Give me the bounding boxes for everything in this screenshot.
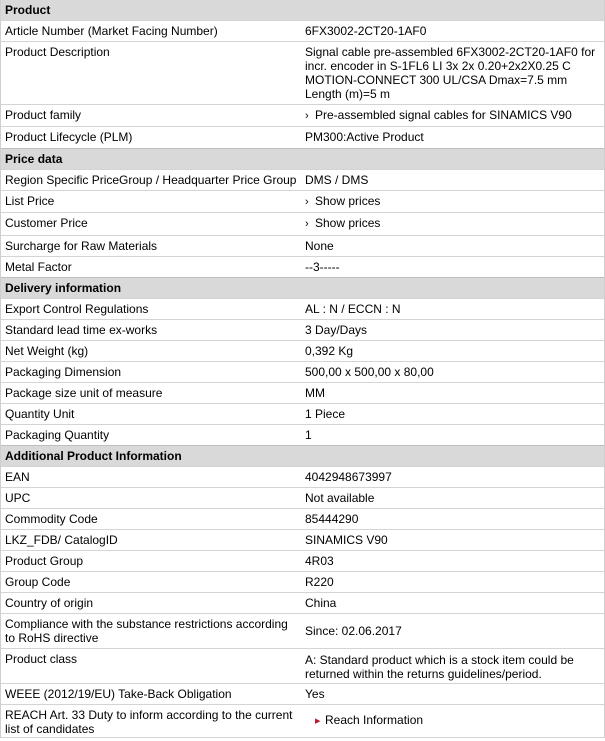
row-metal-factor xyxy=(1,256,604,277)
label-line: Compliance with the substance restrictions according xyxy=(5,617,288,631)
value xyxy=(301,105,604,126)
value xyxy=(301,191,604,212)
value: AL : N / ECCN : N xyxy=(305,302,401,316)
label: Net Weight (kg) xyxy=(5,344,89,358)
value: MM xyxy=(305,386,325,400)
row-export-control xyxy=(1,298,604,319)
value xyxy=(301,705,604,737)
label: Product Lifecycle (PLM) xyxy=(5,130,133,144)
row-package-unit xyxy=(1,382,604,403)
section-header-product: Product xyxy=(1,0,604,20)
row-article-number xyxy=(1,20,604,41)
label xyxy=(1,614,301,648)
chevron-right-icon: › xyxy=(305,110,309,122)
row-region-price-group xyxy=(1,169,604,190)
section-header-additional: Additional Product Information xyxy=(1,445,604,466)
row-country-of-origin xyxy=(1,592,604,613)
row-upc xyxy=(1,487,604,508)
label: Standard lead time ex-works xyxy=(5,323,158,337)
label: Packaging Dimension xyxy=(5,365,122,379)
label: EAN xyxy=(5,470,30,484)
value: 6FX3002-2CT20-1AF0 xyxy=(305,24,427,38)
row-product-description xyxy=(1,41,604,104)
value: 3 Day/Days xyxy=(305,323,368,337)
link-text: Pre-assembled signal cables for SINAMICS V90 xyxy=(315,108,572,122)
label: Product family xyxy=(5,108,82,122)
row-reach xyxy=(1,704,604,738)
description-line: Length (m)=5 m xyxy=(305,87,391,101)
label: Product Group xyxy=(5,554,84,568)
row-customer-price xyxy=(1,212,604,235)
value: SINAMICS V90 xyxy=(305,533,388,547)
product-family-link[interactable] xyxy=(305,108,572,122)
value: --3----- xyxy=(305,260,340,274)
label: Region Specific PriceGroup / Headquarter Price Group xyxy=(5,173,297,187)
value: 85444290 xyxy=(305,512,359,526)
label xyxy=(1,705,301,737)
label: WEEE (2012/19/EU) Take-Back Obligation xyxy=(5,687,232,701)
row-product-class xyxy=(1,648,604,683)
row-commodity-code xyxy=(1,508,604,529)
row-rohs-compliance xyxy=(1,613,604,648)
chevron-right-icon: › xyxy=(305,196,309,208)
label: Group Code xyxy=(5,575,71,589)
label: Article Number (Market Facing Number) xyxy=(5,24,218,38)
label: Export Control Regulations xyxy=(5,302,149,316)
row-catalog-id xyxy=(1,529,604,550)
label: Surcharge for Raw Materials xyxy=(5,239,158,253)
description-line: MOTION-CONNECT 300 UL/CSA Dmax=7.5 mm xyxy=(305,73,568,87)
section-header-delivery: Delivery information xyxy=(1,277,604,298)
row-product-family xyxy=(1,104,604,126)
description-line: incr. encoder in S-1FL6 LI 3x 2x 0.20+2x2X0.25 C xyxy=(305,59,571,73)
link-text: Reach Information xyxy=(325,713,424,727)
value: 0,392 Kg xyxy=(305,344,354,358)
value: Yes xyxy=(305,687,325,701)
label-line: list of candidates xyxy=(5,722,95,736)
value: China xyxy=(305,596,337,610)
label: Metal Factor xyxy=(5,260,72,274)
row-packaging-quantity xyxy=(1,424,604,445)
label: LKZ_FDB/ CatalogID xyxy=(5,533,118,547)
link-text: Show prices xyxy=(315,216,381,230)
chevron-right-icon: › xyxy=(305,218,309,230)
value-line: returned within the returns guidelines/period. xyxy=(305,667,542,681)
label: Country of origin xyxy=(5,596,94,610)
value: Since: 02.06.2017 xyxy=(305,624,402,638)
link-text: Show prices xyxy=(315,194,381,208)
value: 4042948673997 xyxy=(305,470,392,484)
label: List Price xyxy=(5,194,55,208)
customer-price-show-link[interactable] xyxy=(305,216,380,230)
value: PM300:Active Product xyxy=(305,130,424,144)
section-header-price: Price data xyxy=(1,148,604,169)
value-line: A: Standard product which is a stock item could be xyxy=(305,653,574,667)
description-line: Signal cable pre-assembled 6FX3002-2CT20-1AF0 for xyxy=(305,45,596,59)
label-line: to RoHS directive xyxy=(5,631,99,645)
row-ean xyxy=(1,466,604,487)
row-packaging-dimension xyxy=(1,361,604,382)
row-list-price xyxy=(1,190,604,212)
label: Quantity Unit xyxy=(5,407,75,421)
value: None xyxy=(305,239,334,253)
label: Package size unit of measure xyxy=(5,386,163,400)
label-line: REACH Art. 33 Duty to inform according to the current xyxy=(5,708,293,722)
label: Packaging Quantity xyxy=(5,428,110,442)
value xyxy=(301,649,604,683)
value: 1 Piece xyxy=(305,407,346,421)
row-product-lifecycle xyxy=(1,126,604,148)
row-product-group xyxy=(1,550,604,571)
value: 1 xyxy=(305,428,312,442)
label: Product class xyxy=(5,652,78,666)
red-triangle-right-icon: ▸ xyxy=(315,715,321,727)
label: Customer Price xyxy=(5,216,88,230)
value: 500,00 x 500,00 x 80,00 xyxy=(305,365,434,379)
label: UPC xyxy=(5,491,31,505)
label: Commodity Code xyxy=(5,512,98,526)
row-group-code xyxy=(1,571,604,592)
label: Product Description xyxy=(5,45,110,59)
value: Not available xyxy=(305,491,375,505)
row-quantity-unit xyxy=(1,403,604,424)
row-net-weight xyxy=(1,340,604,361)
row-weee xyxy=(1,683,604,704)
list-price-show-link[interactable] xyxy=(305,194,380,208)
value: R220 xyxy=(305,575,334,589)
value: 4R03 xyxy=(305,554,334,568)
reach-information-link[interactable] xyxy=(315,713,423,727)
value xyxy=(301,42,604,104)
row-surcharge xyxy=(1,235,604,256)
row-lead-time xyxy=(1,319,604,340)
value xyxy=(301,213,604,235)
value: DMS / DMS xyxy=(305,173,369,187)
